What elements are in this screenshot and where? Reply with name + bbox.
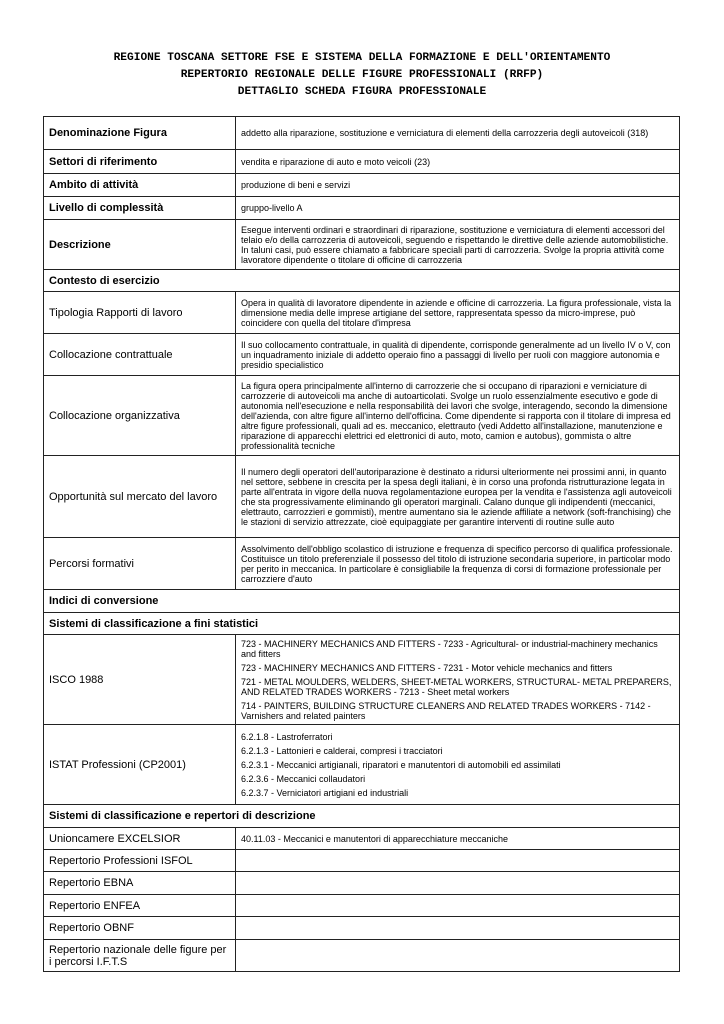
row-organizzativa — [44, 376, 680, 456]
percorsi-value: Assolvimento dell'obbligo scolastico di istruzione e frequenza di specifico percorso di qualifica professionale. Costituisce un titolo preferenziale il possesso del titolo di istruzione secondaria superiore, in particolar modo per perito in meccanica. In particolare è consigliabile la frequenza di corsi di formazione professionale per carrozziere d'auto — [236, 538, 680, 590]
isco-code: 723 - MACHINERY MECHANICS AND FITTERS - 7233 - Agricultural- or industrial-machinery mechanics and fitters — [241, 639, 658, 659]
row-ebna — [44, 872, 680, 895]
istat-code: 6.2.3.1 - Meccanici artigianali, riparatori e manutentori di automobili ed assimilati — [241, 760, 561, 770]
row-percorsi — [44, 538, 680, 590]
organizzativa-value: La figura opera principalmente all'interno di carrozzerie che si occupano di riparazioni e verniciature di carrozzerie di autoveicoli ma anche di autoarticolati. Svolge un ruolo essenzialmente esecutivo e gode di autonomia nell'esecuzione e nella responsabilità dei lavori che svolge, interagendo, secondo la dimensione dell'azienda, con altre figure all'interno dell'officina. Come dipendente si rapporta con il titolare di impresa ed altre figure professionali, quali ad es. meccanico, elettrauto (vedi Addetto all'installazione, manutenzione e riparazione di apparecchi elettrici ed elettronici di auto, moto, camion e autobus), gommista o altre professionalità tecniche — [236, 376, 680, 456]
contrattuale-label: Collocazione contrattuale — [44, 334, 236, 376]
document-header — [0, 50, 724, 101]
contesto-section-title: Contesto di esercizio — [44, 270, 680, 292]
row-mercato — [44, 456, 680, 538]
excelsior-label: Unioncamere EXCELSIOR — [44, 828, 236, 850]
header-line-3: DETTAGLIO SCHEDA FIGURA PROFESSIONALE — [237, 86, 487, 98]
ambito-label: Ambito di attività — [44, 174, 236, 197]
organizzativa-label: Collocazione organizzativa — [44, 376, 236, 456]
row-indici-title — [44, 590, 680, 613]
row-descrizione-sys-title — [44, 805, 680, 828]
istat-values — [236, 725, 680, 805]
ifts-value — [236, 940, 680, 972]
row-tipologia — [44, 292, 680, 334]
row-enfea — [44, 895, 680, 917]
livello-label: Livello di complessità — [44, 197, 236, 220]
ebna-label: Repertorio EBNA — [44, 872, 236, 895]
isco-label: ISCO 1988 — [44, 635, 236, 725]
tipologia-value: Opera in qualità di lavoratore dipendente in aziende e officine di carrozzeria. La figura professionale, vista la dimensione media delle imprese artigiane del settore, rappresentata spesso da micro-imprese, può coincidere con quella del titolare d'impresa — [236, 292, 680, 334]
settori-label: Settori di riferimento — [44, 150, 236, 174]
descrizione-sys-section-title: Sistemi di classificazione e repertori di descrizione — [44, 805, 680, 828]
ebna-value — [236, 872, 680, 895]
istat-code: 6.2.1.8 - Lastroferratori — [241, 732, 333, 742]
row-denominazione — [44, 117, 680, 150]
obnf-value — [236, 917, 680, 940]
istat-code: 6.2.1.3 - Lattonieri e calderai, compresi i tracciatori — [241, 746, 443, 756]
row-isfol — [44, 850, 680, 872]
obnf-label: Repertorio OBNF — [44, 917, 236, 940]
ifts-label: Repertorio nazionale delle figure per i percorsi I.F.T.S — [44, 940, 236, 972]
row-isco — [44, 635, 680, 725]
contrattuale-value: Il suo collocamento contrattuale, in qualità di dipendente, corrisponde generalmente ad un livello IV o V, con un inquadramento iniziale di addetto operaio fino a passaggi di livello per ruoli con maggiore autonomia e presidio specialistico — [236, 334, 680, 376]
row-obnf — [44, 917, 680, 940]
denominazione-label: Denominazione Figura — [44, 117, 236, 150]
settori-value: vendita e riparazione di auto e moto veicoli (23) — [236, 150, 680, 174]
header-line-2: REPERTORIO REGIONALE DELLE FIGURE PROFESSIONALI (RRFP) — [180, 69, 544, 81]
statistici-section-title: Sistemi di classificazione a fini statistici — [44, 613, 680, 635]
isco-code: 721 - METAL MOULDERS, WELDERS, SHEET-METAL WORKERS, STRUCTURAL- METAL PREPARERS, AND RELATED TRADES WORKERS - 7213 - Sheet metal workers — [241, 677, 672, 697]
row-istat — [44, 725, 680, 805]
row-livello — [44, 197, 680, 220]
ambito-value: produzione di beni e servizi — [236, 174, 680, 197]
enfea-value — [236, 895, 680, 917]
isfol-value — [236, 850, 680, 872]
istat-code: 6.2.3.7 - Verniciatori artigiani ed industriali — [241, 788, 409, 798]
mercato-label: Opportunità sul mercato del lavoro — [44, 456, 236, 538]
descrizione-label: Descrizione — [44, 220, 236, 270]
indici-section-title: Indici di conversione — [44, 590, 680, 613]
row-contesto-title — [44, 270, 680, 292]
istat-code: 6.2.3.6 - Meccanici collaudatori — [241, 774, 366, 784]
row-ifts — [44, 940, 680, 972]
row-contrattuale — [44, 334, 680, 376]
row-descrizione — [44, 220, 680, 270]
denominazione-value: addetto alla riparazione, sostituzione e verniciatura di elementi della carrozzeria degli autoveicoli (318) — [236, 117, 680, 150]
excelsior-value: 40.11.03 - Meccanici e manutentori di apparecchiature meccaniche — [236, 828, 680, 850]
livello-value: gruppo-livello A — [236, 197, 680, 220]
figura-table — [43, 116, 680, 972]
istat-label: ISTAT Professioni (CP2001) — [44, 725, 236, 805]
enfea-label: Repertorio ENFEA — [44, 895, 236, 917]
header-line-1: REGIONE TOSCANA SETTORE FSE E SISTEMA DELLA FORMAZIONE E DELL'ORIENTAMENTO — [113, 52, 611, 64]
descrizione-value: Esegue interventi ordinari e straordinari di riparazione, sostituzione e verniciatura di elementi accessori del telaio e/o della carrozzeria di autoveicoli, seguendo e rispettando le direttive delle aziende automobilistiche. In taluni casi, può essere chiamato a fabbricare speciali parti di carrozzeria. Svolge la propria attività come lavoratore dipendente o titolare di officine di carrozzeria — [236, 220, 680, 270]
row-settori — [44, 150, 680, 174]
isco-code: 714 - PAINTERS, BUILDING STRUCTURE CLEANERS AND RELATED TRADES WORKERS - 7142 - Varnishers and related painters — [241, 701, 651, 721]
tipologia-label: Tipologia Rapporti di lavoro — [44, 292, 236, 334]
row-excelsior — [44, 828, 680, 850]
isco-values — [236, 635, 680, 725]
isfol-label: Repertorio Professioni ISFOL — [44, 850, 236, 872]
row-statistici-title — [44, 613, 680, 635]
row-ambito — [44, 174, 680, 197]
isco-code: 723 - MACHINERY MECHANICS AND FITTERS - 7231 - Motor vehicle mechanics and fitters — [241, 663, 613, 673]
mercato-value: Il numero degli operatori dell'autoriparazione è destinato a ridursi ulteriormente nei prossimi anni, in quanto nel settore, sebbene in crescita per la spesa degli italiani, è in corso una profonda ristrutturazione legata in parte all'entrata in vigore della nuova regolamentazione europea per la vendita e l'assistenza agli autoveicoli che sta progressivamente eliminando gli operatori marginali. Calano dunque gli indipendenti (meccanici, elettrauto, carrozzieri e gommisti), mentre aumentano sia le aziende affiliate a network (soft-franchising) che le stazioni di servizio attrezzate, cioè equipaggiate per garantire interventi di routine sulle auto — [236, 456, 680, 538]
percorsi-label: Percorsi formativi — [44, 538, 236, 590]
